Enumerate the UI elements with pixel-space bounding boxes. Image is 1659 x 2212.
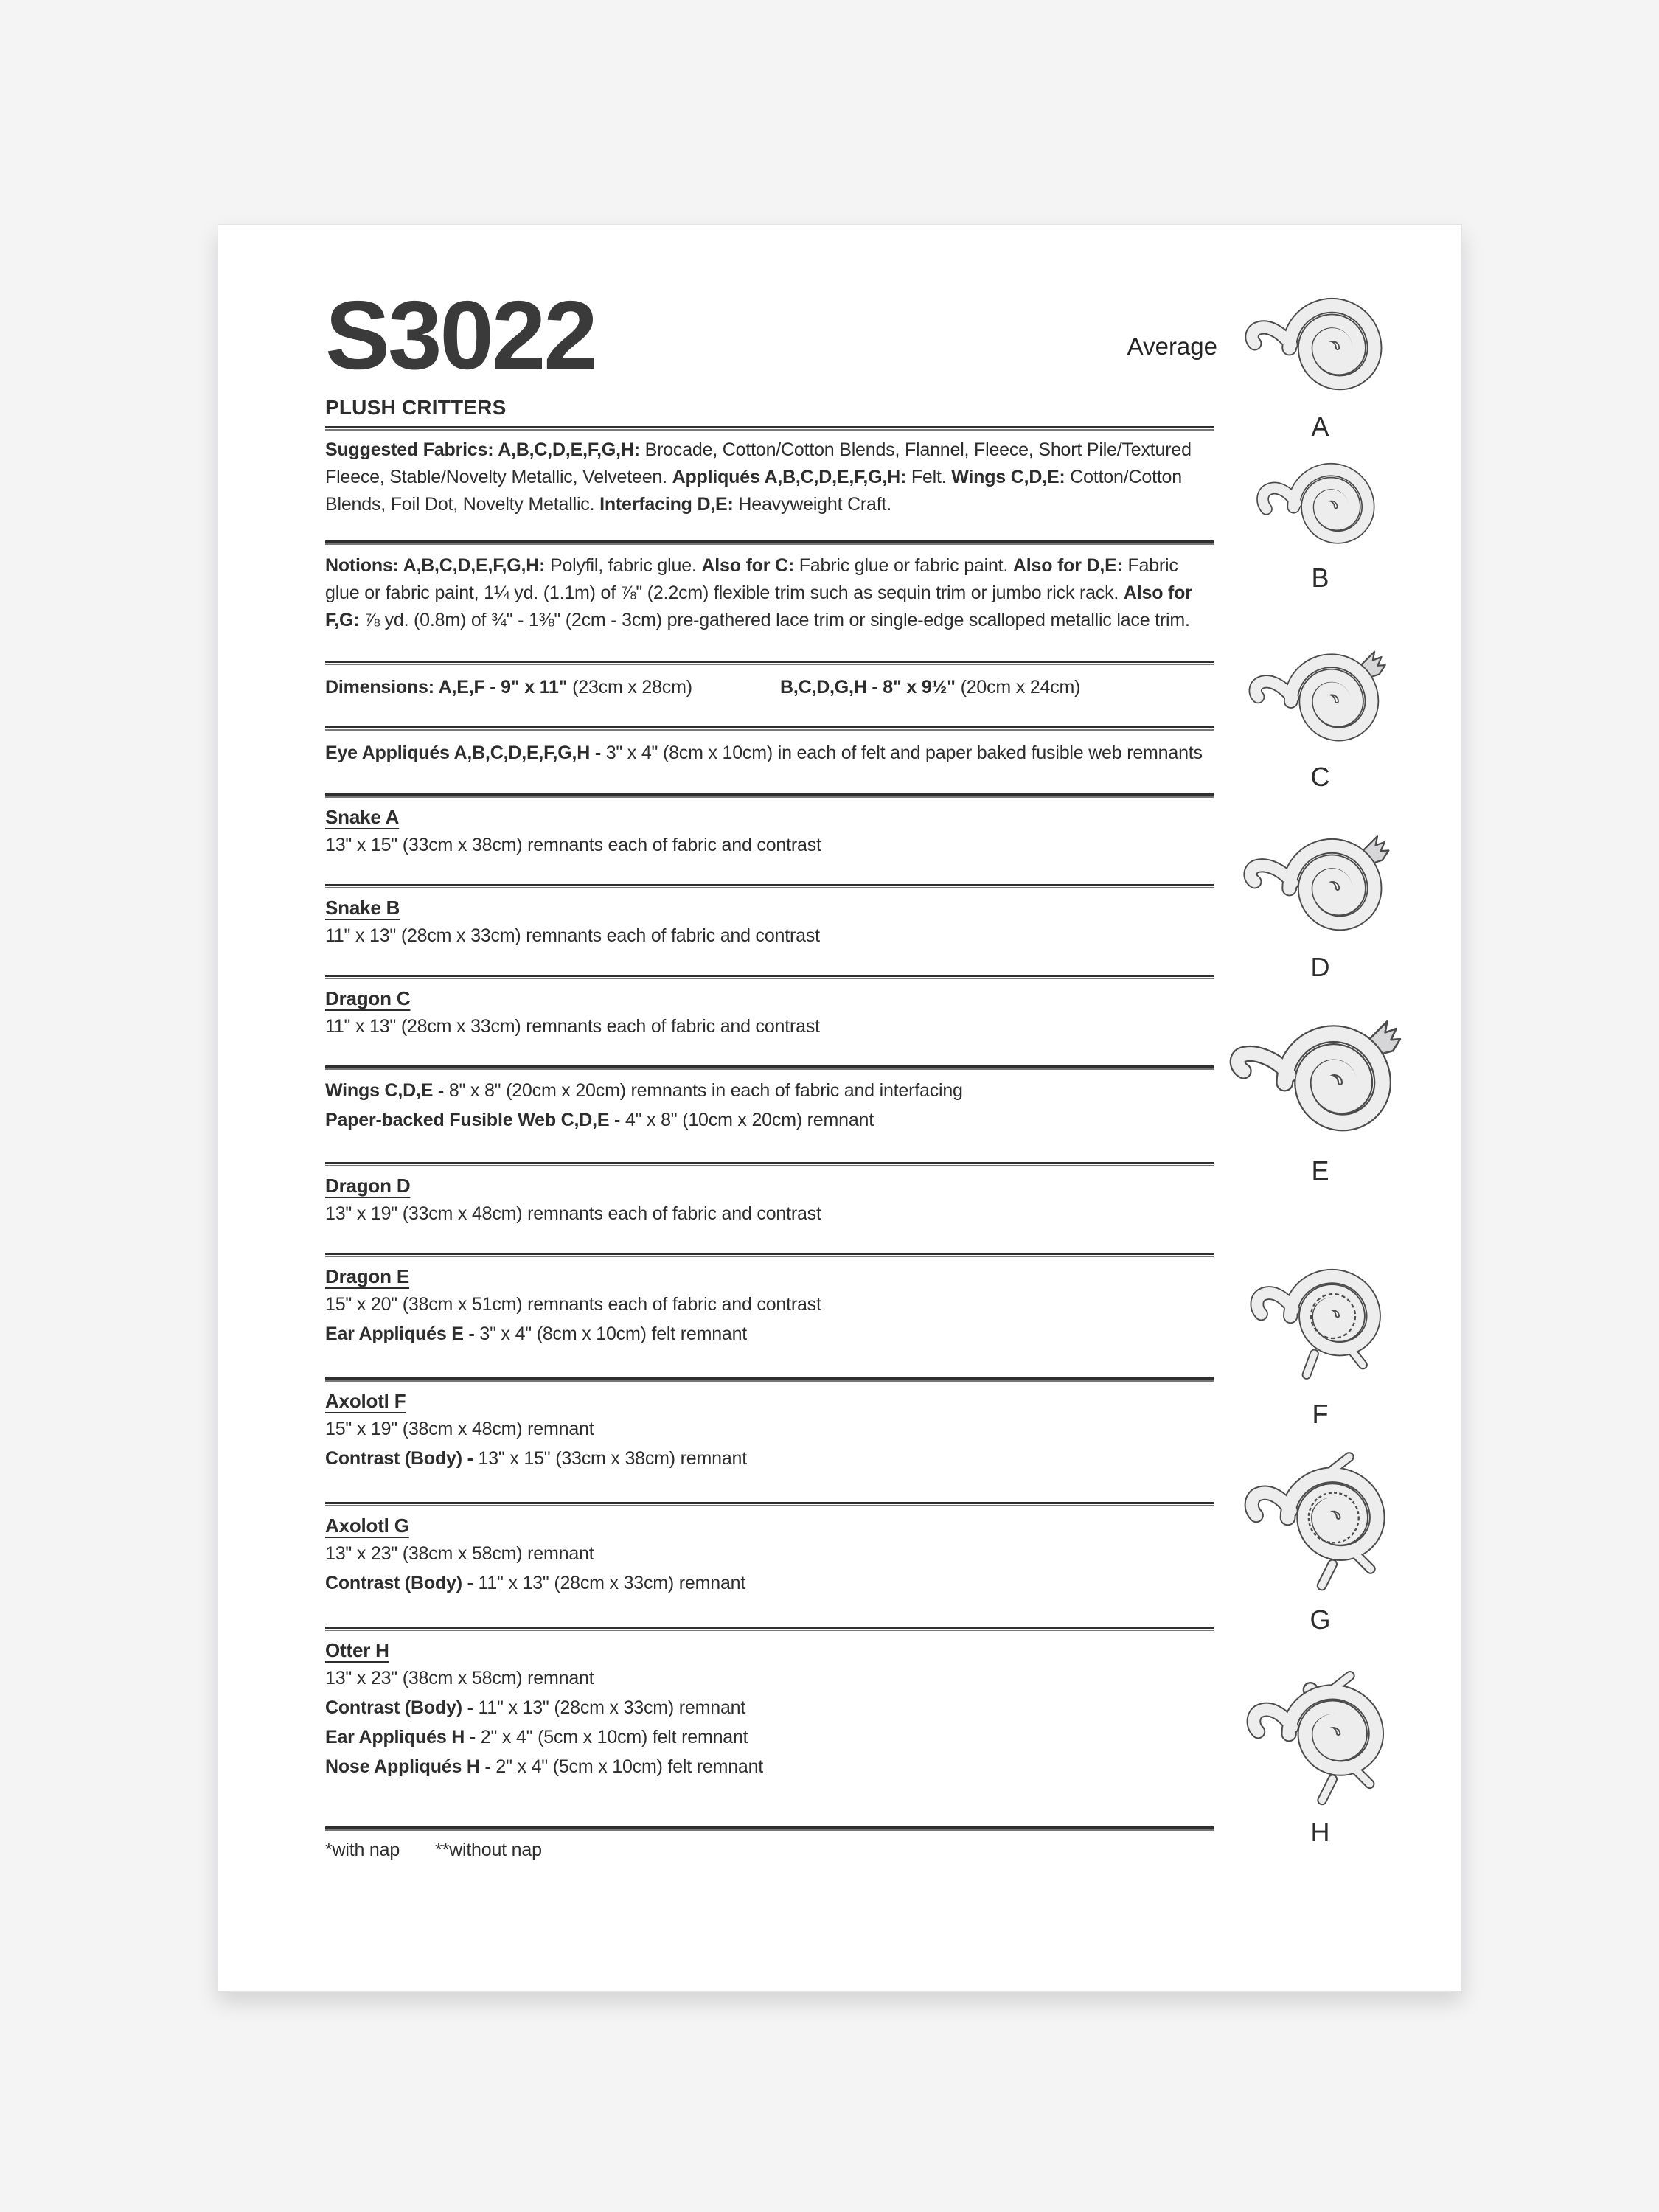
pattern-number: S3022 [325,281,596,389]
snake-b-icon [1256,453,1385,561]
view-letter: H [1310,1817,1331,1847]
divider [325,975,1214,979]
divider [325,1253,1214,1257]
view-letter: D [1310,952,1331,982]
view-requirements: 11" x 13" (28cm x 33cm) remnants each of fabric and contrast [325,925,820,946]
view-letter: E [1311,1155,1330,1186]
divider [325,661,1214,665]
view-requirements: 13" x 23" (38cm x 58cm) remnant [325,1668,594,1688]
dimensions-row [325,674,1214,701]
view-title-snake-b: Snake B [325,897,400,919]
notions-paragraph: Notions: A,B,C,D,E,F,G,H: Polyfil, fabric glue. Also for C: Fabric glue or fabric paint. Also for D,E: Fabric glue or fabric paint, 1¼ yd. (1.1m) of ⅞" (2.2cm) flexible trim such as sequin trim or jumbo rick rack. Also for F,G: ⅞ yd. (0.8m) of ¾" - 1⅜" (2cm - 3cm) pre-gathered lace trim or single-edge scalloped metallic lace trim. [325,555,1192,630]
with-nap-note: *with nap [325,1840,400,1860]
view-requirements: 11" x 13" (28cm x 33cm) remnants each of fabric and contrast [325,1016,820,1037]
view-requirements: 13" x 19" (33cm x 48cm) remnants each of fabric and contrast [325,1203,821,1224]
view-requirements: Contrast (Body) - 13" x 15" (33cm x 38cm) remnant [325,1448,747,1469]
dragon-c-icon [1251,642,1391,760]
suggested-fabrics-paragraph: Suggested Fabrics: A,B,C,D,E,F,G,H: Brocade, Cotton/Cotton Blends, Flannel, Fleece, Short Pile/Textured Fleece, Stable/Novelty Metallic, Velveteen. Appliqués A,B,C,D,E,F,G,H: Felt. Wings C,D,E: Cotton/Cotton Blends, Foil Dot, Novelty Metallic. Interfacing D,E: Heavyweight Craft. [325,439,1192,515]
divider [325,1162,1214,1166]
view-requirements: 13" x 15" (33cm x 38cm) remnants each of fabric and contrast [325,835,821,855]
view-title-otter-h: Otter H [325,1639,389,1661]
axolotl-g-icon [1243,1444,1398,1603]
view-title-dragon-e: Dragon E [325,1265,409,1287]
view-requirements: Ear Appliqués E - 3" x 4" (8cm x 10cm) felt remnant [325,1324,748,1344]
view-requirements: Nose Appliqués H - 2" x 4" (5cm x 10cm) felt remnant [325,1756,764,1777]
view-letter: B [1311,563,1330,593]
view-title-axolotl-f: Axolotl F [325,1390,406,1412]
view-requirements: Contrast (Body) - 11" x 13" (28cm x 33cm) remnant [325,1573,746,1593]
dimensions-col-bcdgh: B,C,D,G,H - 8" x 9½" (20cm x 24cm) [780,677,1081,698]
dimensions-col-aef: Dimensions: A,E,F - 9" x 11" (23cm x 28cm) [325,677,692,698]
view-letter: C [1310,762,1331,792]
fusible-web-requirements: Paper-backed Fusible Web C,D,E - 4" x 8" (10cm x 20cm) remnant [325,1110,874,1130]
pattern-envelope-back [218,224,1462,1992]
divider [325,793,1214,798]
nap-footnote [325,1837,1214,1864]
divider [325,540,1214,545]
view-letter: F [1312,1399,1329,1429]
without-nap-note: **without nap [435,1840,542,1860]
view-letter: G [1310,1604,1332,1635]
snake-a-icon [1247,286,1394,410]
view-letter: A [1311,411,1330,442]
difficulty-rating: Average [1127,333,1217,360]
view-requirements: 13" x 23" (38cm x 58cm) remnant [325,1543,594,1564]
view-illustration-c [1228,642,1413,793]
dragon-e-icon [1236,1012,1405,1154]
view-requirements: 15" x 19" (38cm x 48cm) remnant [325,1419,594,1439]
view-requirements: Ear Appliqués H - 2" x 4" (5cm x 10cm) felt remnant [325,1727,748,1747]
dragon-d-icon [1247,827,1394,950]
wings-requirements: Wings C,D,E - 8" x 8" (20cm x 20cm) remnants in each of fabric and interfacing [325,1080,963,1101]
view-illustration-g [1228,1444,1413,1635]
divider [325,726,1214,731]
view-title-axolotl-g: Axolotl G [325,1514,409,1537]
view-requirements: 15" x 20" (38cm x 51cm) remnants each of fabric and contrast [325,1294,821,1315]
view-illustration-f [1228,1246,1413,1430]
view-illustration-e [1228,1012,1413,1186]
view-illustration-b [1228,453,1413,594]
eye-appliques-paragraph: Eye Appliqués A,B,C,D,E,F,G,H - 3" x 4" (8cm x 10cm) in each of felt and paper baked fusible web remnants [325,742,1203,763]
divider [325,426,1214,431]
divider [325,884,1214,888]
view-requirements: Contrast (Body) - 11" x 13" (28cm x 33cm) remnant [325,1697,746,1718]
instructions-column [325,281,1214,1864]
category-title: PLUSH CRITTERS [325,396,507,419]
view-illustration-a [1228,286,1413,442]
divider [325,1065,1214,1070]
divider [325,1627,1214,1631]
view-title-snake-a: Snake A [325,806,400,828]
divider [325,1826,1214,1831]
otter-h-icon [1245,1664,1397,1815]
divider [325,1377,1214,1382]
view-title-dragon-d: Dragon D [325,1175,411,1197]
axolotl-f-icon [1249,1246,1393,1397]
divider [325,1502,1214,1506]
view-illustration-d [1228,827,1413,983]
view-illustration-h [1228,1664,1413,1848]
view-title-dragon-c: Dragon C [325,987,411,1009]
